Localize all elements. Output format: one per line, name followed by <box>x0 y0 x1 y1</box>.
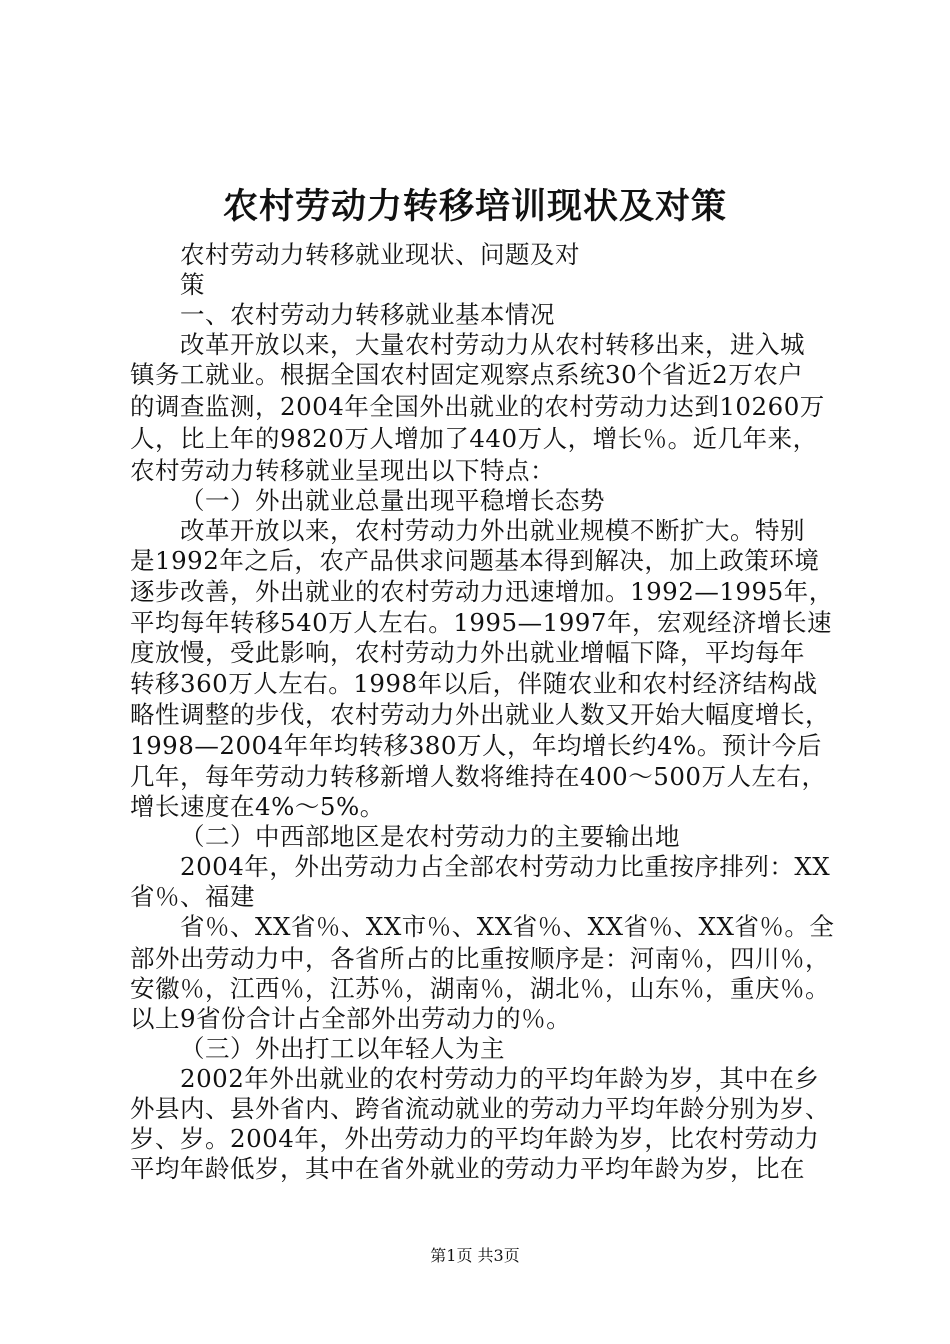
text-line: 2002年外出就业的农村劳动力的平均年龄为岁，其中在乡 <box>180 1064 820 1093</box>
text-line: 1998—2004年年均转移380万人，年均增长约4%。预计今后 <box>130 731 822 760</box>
text-line: 策 <box>180 270 205 299</box>
text-line: 农村劳动力转移就业现状、问题及对 <box>180 240 580 269</box>
text-line: 平均每年转移540万人左右。1995—1997年，宏观经济增长速 <box>130 608 832 637</box>
text-line: 省％、XX省％、XX市％、XX省％、XX省％、XX省％。全 <box>180 912 835 941</box>
subsection-heading: （一）外出就业总量出现平稳增长态势 <box>180 486 605 515</box>
text-line: 岁、岁。2004年，外出劳动力的平均年龄为岁，比农村劳动力 <box>130 1124 820 1153</box>
text-line: 平均年龄低岁，其中在省外就业的劳动力平均年龄为岁，比在 <box>130 1154 805 1183</box>
text-line: 安徽％，江西％，江苏％，湖南％，湖北％，山东％，重庆％。 <box>130 974 830 1003</box>
text-line: 镇务工就业。根据全国农村固定观察点系统30个省近2万农户 <box>130 360 804 389</box>
text-line: 2004年，外出劳动力占全部农村劳动力比重按序排列：XX <box>180 852 831 881</box>
text-line: 外县内、县外省内、跨省流动就业的劳动力平均年龄分别为岁、 <box>130 1094 830 1123</box>
text-line: 部外出劳动力中，各省所占的比重按顺序是：河南％，四川％， <box>130 944 830 973</box>
text-line: 几年，每年劳动力转移新增人数将维持在400～500万人左右， <box>130 762 827 791</box>
text-line: 度放慢，受此影响，农村劳动力外出就业增幅下降，平均每年 <box>130 638 805 667</box>
text-line: 增长速度在4%～5%。 <box>130 792 385 821</box>
text-line: 省％、福建 <box>130 882 255 911</box>
text-line: 改革开放以来，大量农村劳动力从农村转移出来，进入城 <box>180 330 805 359</box>
text-line: 人，比上年的9820万人增加了440万人，增长％。近几年来， <box>130 424 818 453</box>
text-line: 以上9省份合计占全部外出劳动力的％。 <box>130 1004 572 1033</box>
text-line: 是1992年之后，农产品供求问题基本得到解决，加上政策环境 <box>130 546 820 575</box>
text-line: 转移360万人左右。1998年以后，伴随农业和农村经济结构战 <box>130 669 818 698</box>
page-footer: 第1页 共3页 <box>430 1246 520 1265</box>
text-line: 略性调整的步伐，农村劳动力外出就业人数又开始大幅度增长， <box>130 700 830 729</box>
text-line: 农村劳动力转移就业呈现出以下特点： <box>130 456 555 485</box>
document-title: 农村劳动力转移培训现状及对策 <box>222 186 727 227</box>
text-line: 改革开放以来，农村劳动力外出就业规模不断扩大。特别 <box>180 516 805 545</box>
subsection-heading: （二）中西部地区是农村劳动力的主要输出地 <box>180 822 680 851</box>
text-line: 的调查监测，2004年全国外出就业的农村劳动力达到10260万 <box>130 392 825 421</box>
text-line: 逐步改善，外出就业的农村劳动力迅速增加。1992—1995年， <box>130 577 834 606</box>
subsection-heading: （三）外出打工以年轻人为主 <box>180 1034 505 1063</box>
section-heading: 一、农村劳动力转移就业基本情况 <box>180 300 555 329</box>
